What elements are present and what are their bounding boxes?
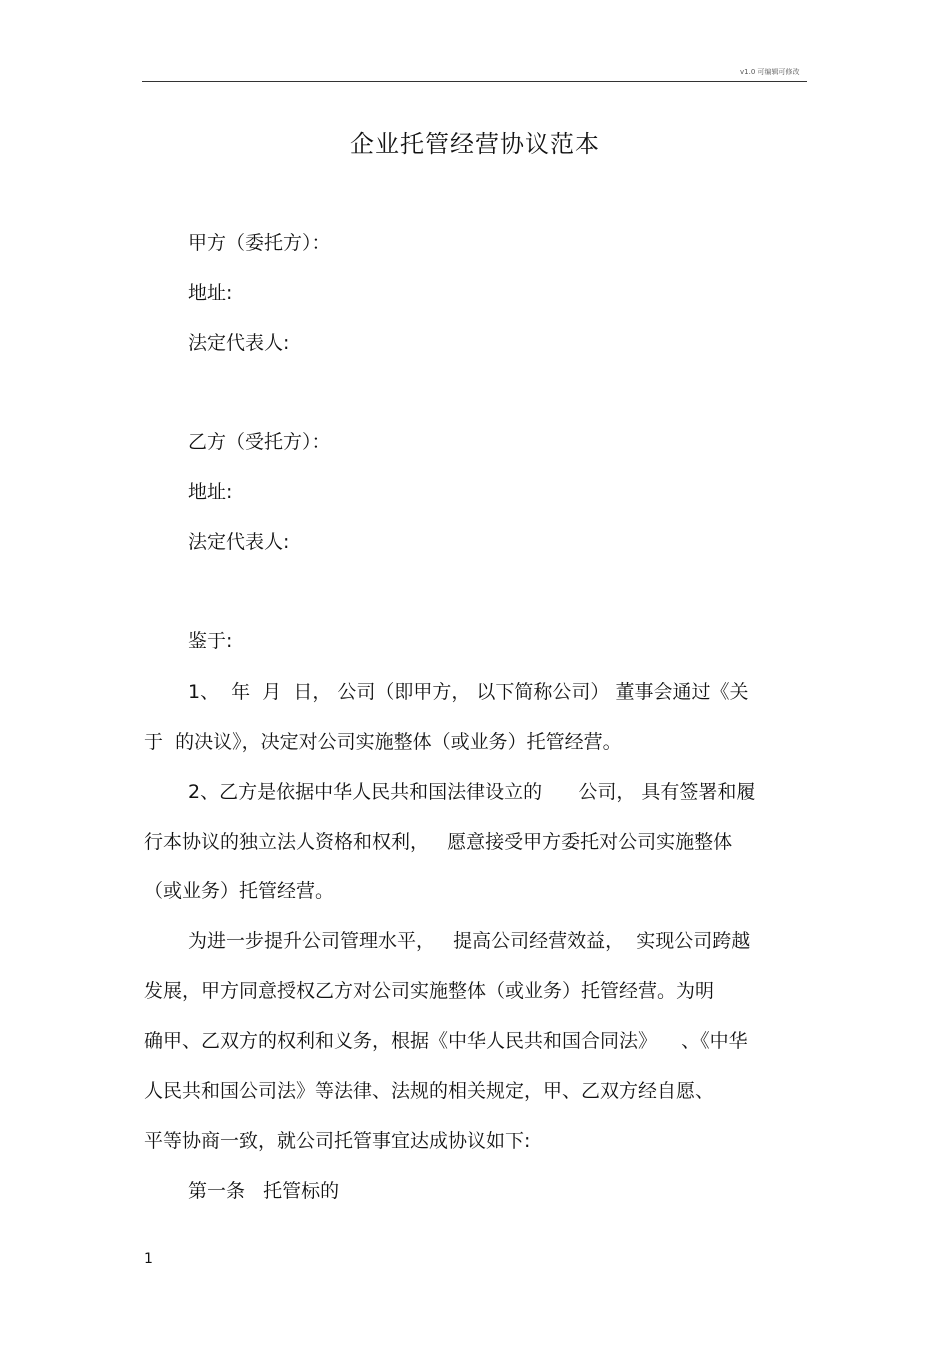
party-b-representative-label: 法定代表人: bbox=[188, 531, 290, 553]
purpose-line2: 发展，甲方同意授权乙方对公司实施整体（或业务）托管经营。为明 bbox=[144, 980, 715, 1002]
header-rule bbox=[142, 81, 807, 82]
recital-item1-line1: 1、 年 月 日， 公司（即甲方， 以下简称公司） 董事会通过《关 bbox=[188, 681, 749, 703]
party-b-name-label: 乙方（受托方）： bbox=[188, 431, 331, 453]
purpose-line1: 为进一步提升公司管理水平， 提高公司经营效益， 实现公司跨越 bbox=[188, 930, 751, 952]
purpose-line5: 平等协商一致，就公司托管事宜达成协议如下: bbox=[144, 1130, 531, 1152]
page-number: 1 bbox=[144, 1251, 153, 1267]
party-a-representative-label: 法定代表人: bbox=[188, 332, 290, 354]
recital-item1-line2: 于 的决议》，决定对公司实施整体（或业务）托管经营。 bbox=[144, 731, 622, 753]
header-version-note: v1.0 可编辑可修改 bbox=[740, 68, 800, 76]
recital-item2-line3: （或业务）托管经营。 bbox=[144, 880, 335, 902]
recitals-heading: 鉴于: bbox=[188, 630, 233, 652]
recital-item2-line1: 2、乙方是依据中华人民共和国法律设立的 公司， 具有签署和履 bbox=[188, 781, 756, 803]
purpose-line4: 人民共和国公司法》等法律、法规的相关规定，甲、乙双方经自愿、 bbox=[144, 1080, 715, 1102]
article1-heading: 第一条 托管标的 bbox=[188, 1180, 340, 1202]
party-a-address-label: 地址: bbox=[188, 282, 233, 304]
party-b-address-label: 地址: bbox=[188, 481, 233, 503]
recital-item2-line2: 行本协议的独立法人资格和权利， 愿意接受甲方委托对公司实施整体 bbox=[144, 831, 733, 853]
party-a-name-label: 甲方（委托方）： bbox=[188, 232, 331, 254]
purpose-line3: 确甲、乙双方的权利和义务，根据《中华人民共和国合同法》 、《中华 bbox=[144, 1030, 748, 1052]
document-title: 企业托管经营协议范本 bbox=[350, 130, 600, 158]
